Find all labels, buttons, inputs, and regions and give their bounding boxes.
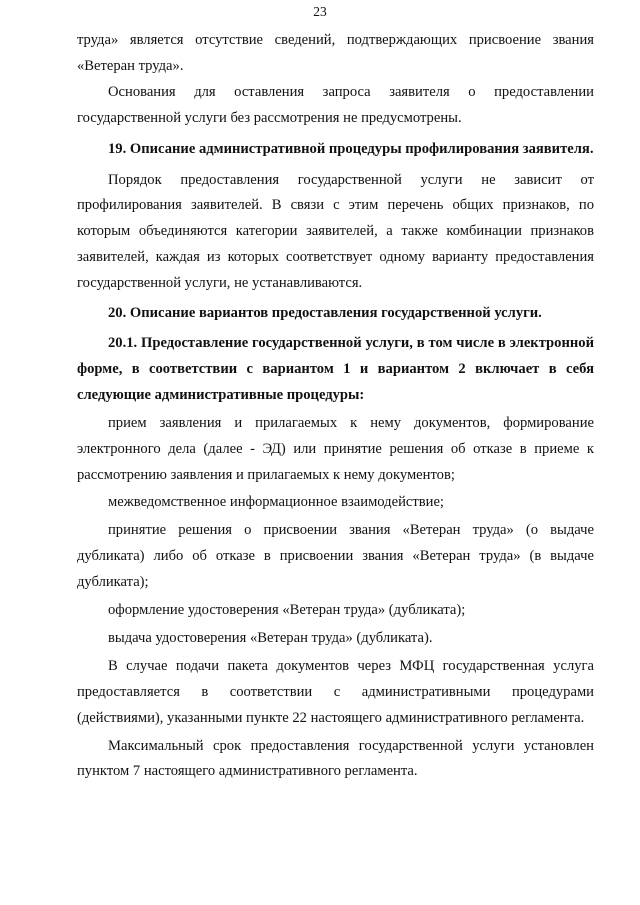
list-item-procedure-2: межведомственное информационное взаимодействие; [108,494,444,511]
section-heading-19: 19. Описание административной процедуры профилирования заявителя. [108,140,594,157]
paragraph-max-term: Максимальный срок предоставления государственной услуги установлен пунктом 7 настоящего административного регламента. [77,737,594,780]
section-heading-20-1: 20.1. Предоставление государственной услуги, в том числе в электронной форме, в соответствии с вариантом 1 и вариантом 2 включает в себя следующие административные процедуры: [77,334,594,403]
document-body [77,28,594,785]
paragraph-profiling: Порядок предоставления государственной услуги не зависит от профилирования заявителей. В связи с этим перечень общих признаков, по которым объединяются категории заявителей, а также комбинации признаков заявителей, каждая из которых соответствует одному варианту предоставления государственной услуги, не устанавливаются. [77,171,594,292]
list-item-procedure-4: оформление удостоверения «Ветеран труда» (дубликата); [108,602,466,619]
list-item-procedure-1: прием заявления и прилагаемых к нему документов, формирование электронного дела (далее - ЭД) или принятие решения об отказе в приеме к рассмотрению заявления и прилагаемых к нему документов; [77,414,594,483]
list-item-procedure-3: принятие решения о присвоении звания «Ветеран труда» (о выдаче дубликата) либо об отказе в присвоении звания «Ветеран труда» (в выдаче дубликата); [77,522,594,591]
paragraph-mfc: В случае подачи пакета документов через МФЦ государственная услуга предоставляется в соответствии с административными процедурами (действиями), указанными пункте 22 настоящего административного регламента. [77,657,594,726]
list-item-procedure-5: выдача удостоверения «Ветеран труда» (дубликата). [108,629,433,646]
paragraph-grounds: Основания для оставления запроса заявителя о предоставлении государственной услуги без рассмотрения не предусмотрены. [77,83,594,126]
paragraph-continuation: труда» является отсутствие сведений, подтверждающих присвоение звания «Ветеран труда». [77,32,594,74]
page-number: 23 [313,4,327,19]
section-heading-20: 20. Описание вариантов предоставления государственной услуги. [108,305,542,322]
